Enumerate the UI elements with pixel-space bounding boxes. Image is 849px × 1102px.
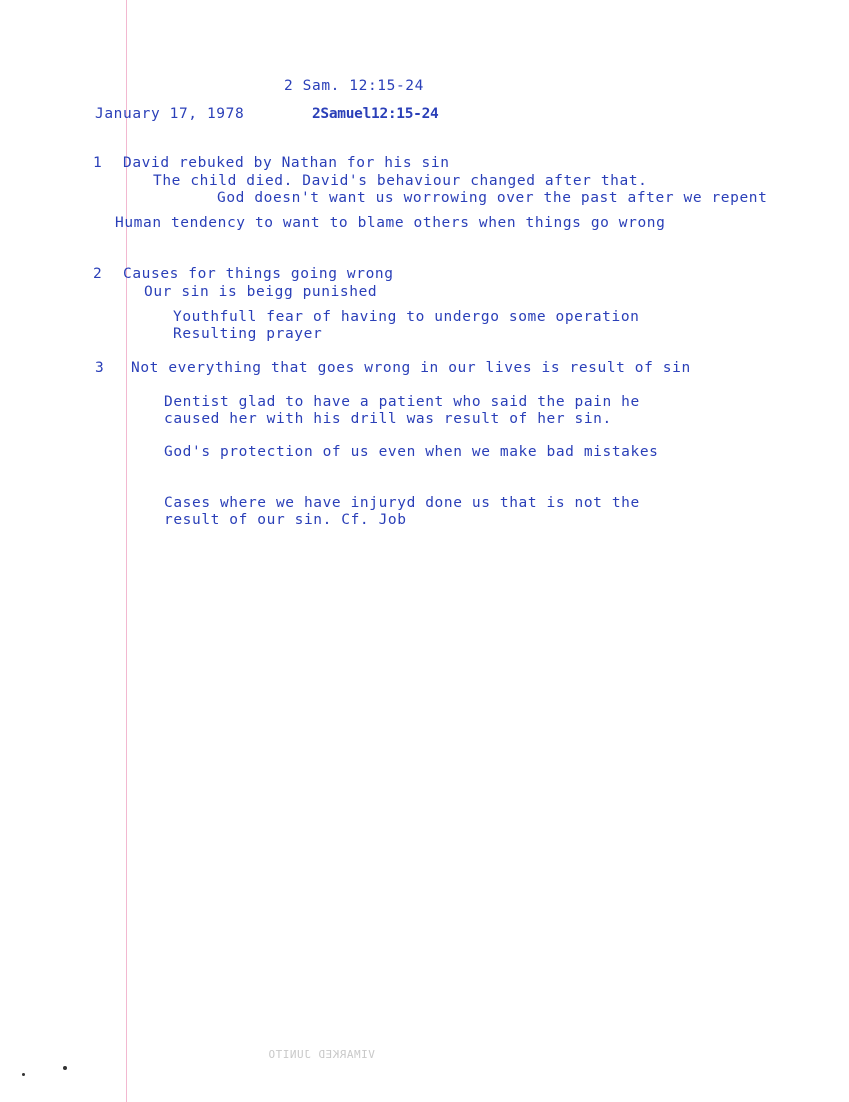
overtyped-reference: 2Samuel12:15-24	[312, 106, 439, 122]
section-number-1: 1	[93, 155, 103, 171]
ink-speck	[63, 1066, 67, 1070]
section-heading-2: Causes for things going wrong	[123, 266, 394, 282]
section-1-line: God doesn't want us worrowing over the past after we repent	[217, 190, 768, 206]
section-3-line: result of our sin. Cf. Job	[164, 512, 407, 528]
section-number-3: 3	[95, 360, 105, 376]
scripture-reference: 2 Sam. 12:15-24	[284, 78, 424, 94]
section-3-line: Dentist glad to have a patient who said the pain he	[164, 394, 640, 410]
section-heading-3: Not everything that goes wrong in our lives is result of sin	[131, 360, 691, 376]
section-3-line: God's protection of us even when we make bad mistakes	[164, 444, 659, 460]
section-heading-1: David rebuked by Nathan for his sin	[123, 155, 450, 171]
section-3-line: Cases where we have injuryd done us that is not the	[164, 495, 640, 511]
section-1-line: Human tendency to want to blame others when things go wrong	[115, 215, 666, 231]
ink-speck	[22, 1073, 25, 1076]
section-2-line: Youthfull fear of having to undergo some operation	[173, 309, 640, 325]
bleed-through-stamp: VIMARKED JUNITO	[268, 1048, 375, 1061]
section-number-2: 2	[93, 266, 103, 282]
section-2-line: Resulting prayer	[173, 326, 323, 342]
section-2-line: Our sin is beigg punished	[144, 284, 378, 300]
section-3-line: caused her with his drill was result of her sin.	[164, 411, 612, 427]
sermon-date: January 17, 1978	[95, 106, 245, 122]
section-1-line: The child died. David's behaviour changed after that.	[153, 173, 648, 189]
